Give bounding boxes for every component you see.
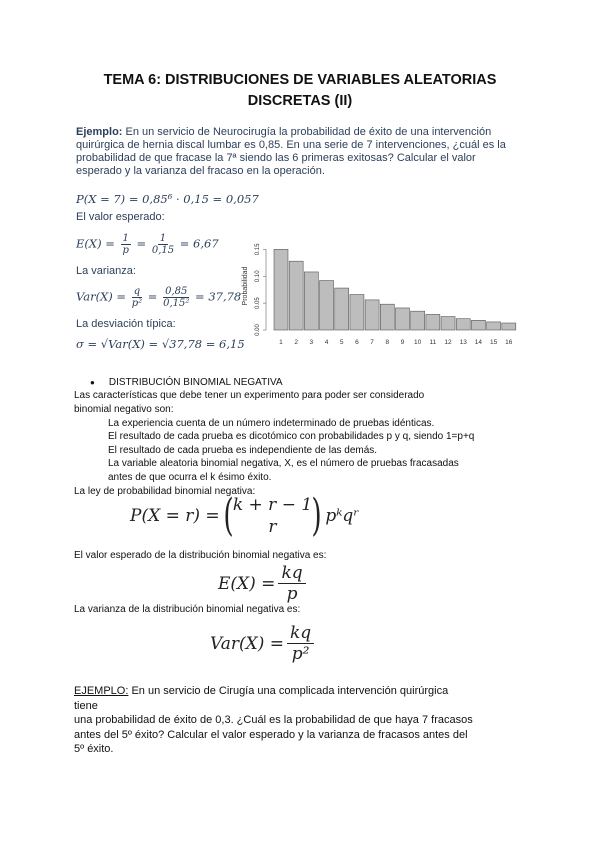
example-2-line-3: antes del 5º éxito? Calcular el valor esperado y la varianza de fracasos antes del xyxy=(74,728,468,741)
law-lhs: P(X = r) = xyxy=(130,506,220,526)
list-item: La variable aleatoria binomial negativa, X, es el número de pruebas fracasadas xyxy=(108,458,459,469)
x-tick-label: 4 xyxy=(324,339,329,346)
bar-4 xyxy=(320,281,334,330)
title-line-2: DISCRETAS (II) xyxy=(247,93,353,109)
bar-8 xyxy=(380,304,394,330)
variance-lhs: Var(X) = xyxy=(76,289,130,304)
frac-num: 1 xyxy=(122,233,129,244)
variance-label: La varianza: xyxy=(76,265,136,277)
fraction-q-over-p2 xyxy=(132,286,142,309)
list-item: El resultado de cada prueba es independiente de las demás. xyxy=(108,445,378,456)
frac-num: q xyxy=(133,286,141,297)
bar-11 xyxy=(426,314,440,330)
equals: = xyxy=(144,289,162,304)
variance-formula xyxy=(76,286,241,309)
bar-14 xyxy=(471,320,485,330)
expected-value-formula xyxy=(76,233,219,256)
fraction-kq-over-p xyxy=(278,563,305,604)
example-2-line-2: una probabilidad de éxito de 0,3. ¿Cuál es la probabilidad de que haya 7 fracasos xyxy=(74,714,473,726)
variance-result: = 37,78 xyxy=(191,289,242,304)
x-tick-label: 1 xyxy=(279,339,283,346)
x-tick-label: 9 xyxy=(400,339,405,346)
section-heading xyxy=(90,376,283,390)
x-tick-label: 11 xyxy=(429,339,437,346)
y-tick-label: 0.15 xyxy=(255,243,261,256)
probability-bar-chart xyxy=(232,238,522,356)
frac-den: p xyxy=(122,245,129,256)
x-tick-label: 16 xyxy=(505,339,513,346)
list-item: El resultado de cada prueba es dicotómico con probabilidades p y q, siendo 1=p+q xyxy=(108,431,475,442)
equals: = xyxy=(132,236,150,251)
frac-num: kq xyxy=(278,563,305,584)
example-1-text: En un servicio de Neurocirugía la probabilidad de éxito de una intervención quirúrgica de hernia discal lumbar es 0,85. En una serie de 7 intervenciones, ¿cuál es la probabilidad de que fracase la 7ª siendo las 6 primeras exitosas? Calcular el valor esperado y la varianza del fracaso en la operación. xyxy=(76,126,506,177)
binom-top: k + r − 1 xyxy=(232,495,313,515)
std-dev-label: La desviación típica: xyxy=(76,318,176,330)
right-paren: ) xyxy=(311,490,322,541)
example-2-text: En un servicio de Cirugía una complicada intervención quirúrgica tiene xyxy=(74,685,449,712)
law-rhs: pᵏqʳ xyxy=(325,506,360,526)
y-axis-label: Probabilidad xyxy=(242,266,249,306)
y-tick-label: 0.05 xyxy=(255,297,261,309)
bar-9 xyxy=(396,308,410,330)
y-tick-label: 0.00 xyxy=(255,324,261,336)
frac-num: 0,85 xyxy=(165,286,188,297)
x-tick-label: 8 xyxy=(385,339,390,346)
expected-formula xyxy=(218,563,309,604)
bar-16 xyxy=(502,323,516,330)
variance-section-formula xyxy=(210,623,317,664)
std-dev-formula: σ = √Var(X) = √37,78 = 6,15 xyxy=(76,337,245,351)
example-2-statement xyxy=(74,684,474,757)
fraction-1-over-015 xyxy=(152,233,174,256)
law-formula xyxy=(130,490,360,541)
x-tick-label: 12 xyxy=(444,339,452,346)
example-1-statement xyxy=(76,126,521,178)
intro-line-1: Las características que debe tener un experimento para poder ser considerado xyxy=(74,390,425,401)
expected-result: = 6,67 xyxy=(176,236,219,251)
example-1-label: Ejemplo: xyxy=(76,126,123,138)
bar-7 xyxy=(365,300,379,330)
binom-bottom: r xyxy=(268,517,277,537)
intro-line-2: binomial negativo son: xyxy=(74,404,174,415)
x-tick-label: 14 xyxy=(474,339,483,346)
x-tick-label: 2 xyxy=(294,339,298,346)
example-2-line-4: 5º éxito. xyxy=(74,743,114,755)
y-tick-label: 0.10 xyxy=(255,270,261,283)
list-item-continued: antes de que ocurra el k ésimo éxito. xyxy=(108,472,272,483)
bar-1 xyxy=(274,249,288,330)
bar-15 xyxy=(487,322,501,330)
section-title: DISTRIBUCIÓN BINOMIAL NEGATIVA xyxy=(108,377,283,388)
expected-label: El valor esperado de la distribución binomial negativa es: xyxy=(74,550,327,561)
variance-section-label: La varianza de la distribución binomial negativa es: xyxy=(74,604,301,615)
frac-den: 0,15 xyxy=(151,245,175,256)
x-tick-label: 6 xyxy=(355,339,359,346)
binomial-coefficient xyxy=(233,494,312,538)
x-tick-label: 3 xyxy=(309,339,314,346)
example-2-label: EJEMPLO: xyxy=(74,685,129,697)
left-paren: ( xyxy=(223,490,234,541)
x-tick-label: 7 xyxy=(370,339,374,346)
bar-2 xyxy=(289,261,303,330)
expected-value-label: El valor esperado: xyxy=(76,211,165,223)
expected-lhs: E(X) = xyxy=(218,573,276,594)
x-tick-label: 13 xyxy=(459,339,467,346)
example-2-line-1 xyxy=(74,684,474,713)
bullet-icon: ● xyxy=(90,378,95,387)
fraction-kq-over-p2 xyxy=(287,623,314,664)
x-tick-label: 15 xyxy=(489,339,498,346)
page-title xyxy=(0,70,600,112)
expected-lhs: E(X) = xyxy=(76,236,119,251)
probability-formula: P(X = 7) = 0,85⁶ · 0,15 = 0,057 xyxy=(76,192,259,206)
law-label: La ley de probabilidad binomial negativa: xyxy=(74,486,256,497)
variance-lhs: Var(X) = xyxy=(210,633,284,654)
frac-den: p xyxy=(286,584,298,604)
fraction-1-over-p xyxy=(121,233,131,256)
frac-den: 0,15² xyxy=(163,298,190,309)
bar-12 xyxy=(441,317,455,330)
x-tick-label: 5 xyxy=(339,339,344,346)
bar-10 xyxy=(411,311,425,330)
title-line-1: TEMA 6: DISTRIBUCIONES DE VARIABLES ALEATORIAS xyxy=(103,72,497,88)
frac-num: kq xyxy=(287,623,314,644)
list-item: La experiencia cuenta de un número indeterminado de pruebas idénticas. xyxy=(108,418,435,429)
bar-3 xyxy=(304,272,318,330)
bar-5 xyxy=(335,288,349,330)
frac-den: p² xyxy=(291,644,310,664)
frac-den: p² xyxy=(131,298,143,309)
x-tick-label: 10 xyxy=(414,339,422,346)
fraction-085-over-0152 xyxy=(163,286,189,309)
bar-13 xyxy=(456,319,470,330)
bar-6 xyxy=(350,295,364,330)
frac-num: 1 xyxy=(159,233,167,244)
